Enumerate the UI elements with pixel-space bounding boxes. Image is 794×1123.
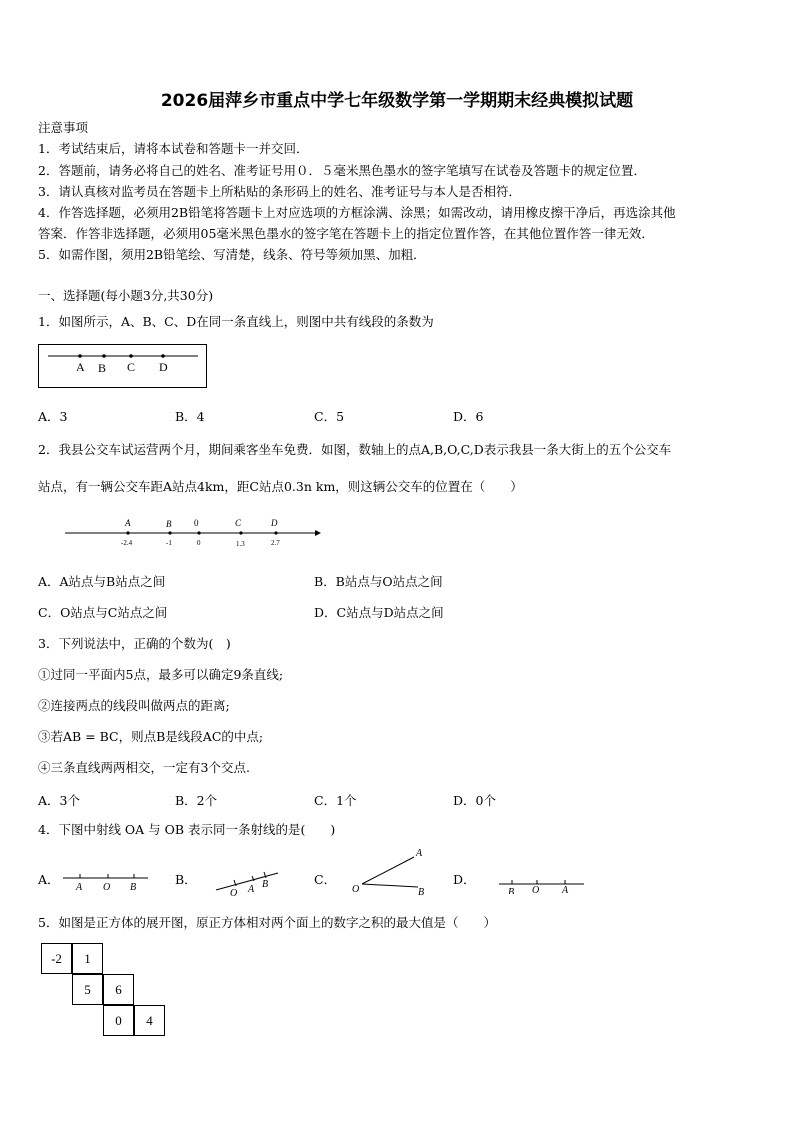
note-item: 2．答题前，请务必将自己的姓名、准考证号用０．５毫米黑色墨水的签字笔填写在试卷及答题卡的规定位置．: [38, 163, 646, 178]
svg-text:O: O: [230, 888, 238, 898]
q4-figure-b: [212, 860, 282, 898]
q3-statement: ③若AB = BC，则点B是线段AC的中点;: [38, 729, 264, 744]
q4-option-a: A．: [38, 872, 60, 887]
note-item: 4．作答选择题，必须用2B铅笔将答题卡上对应选项的方框涂满、涂黑；如需改动，请用橡皮擦干净后，再选涂其他: [38, 205, 676, 220]
q2-option-c: C．O站点与C站点之间: [38, 605, 168, 620]
note-item: 5．如需作图，须用2B铅笔绘、写清楚，线条、符号等须加黑、加粗．: [38, 247, 426, 262]
svg-text:O: O: [352, 884, 360, 895]
q1-option-b: B．4: [175, 409, 205, 424]
q2-option-b: B．B站点与O站点之间: [314, 574, 443, 589]
question-4-stem: 4．下图中射线 OA 与 OB 表示同一条射线的是( ): [38, 822, 336, 837]
q4-figure-c: [350, 845, 435, 897]
question-3-stem: 3．下列说法中，正确的个数为( ): [38, 636, 231, 651]
q1-label-c: C: [127, 360, 136, 374]
q1-option-a: A．3: [38, 409, 68, 424]
svg-text:B: B: [262, 879, 269, 890]
q2-value-b: -1: [166, 539, 172, 547]
notes-heading: 注意事项: [38, 120, 89, 135]
svg-text:A: A: [76, 882, 83, 893]
q2-point-b: B: [166, 519, 172, 529]
q2-point-o: 0: [194, 518, 199, 528]
svg-text:A: A: [248, 884, 255, 895]
svg-text:B: B: [130, 882, 137, 893]
svg-text:B: B: [508, 887, 515, 894]
q3-option-a: A．3个: [38, 793, 80, 808]
q2-value-o: 0: [197, 539, 201, 547]
section-heading: 一、选择题(每小题3分,共30分): [38, 288, 214, 303]
q4-option-b: B．: [175, 872, 197, 887]
q3-option-d: D．0个: [453, 793, 496, 808]
q4-option-d: D．: [453, 872, 476, 887]
cube-net-face: 4: [134, 1005, 165, 1036]
q3-statement: ②连接两点的线段叫做两点的距离;: [38, 698, 230, 713]
cube-net-face: 0: [103, 1005, 134, 1036]
note-item: 1．考试结束后，请将本试卷和答题卡一并交回．: [38, 141, 309, 156]
svg-text:O: O: [532, 885, 540, 894]
q1-option-d: D．6: [453, 409, 484, 424]
question-2-stem-line1: 2．我县公交车试运营两个月，期间乘客坐车免费．如图，数轴上的点A,B,O,C,D表示我县一条大街上的五个公交车: [38, 442, 672, 457]
q3-option-c: C．1个: [314, 793, 357, 808]
svg-text:A: A: [416, 848, 423, 859]
q1-figure: [38, 344, 208, 389]
svg-text:A: A: [562, 885, 569, 894]
q2-point-a: A: [125, 518, 131, 528]
q2-value-d: 2.7: [271, 539, 280, 547]
svg-text:O: O: [103, 882, 111, 893]
q1-option-c: C．5: [314, 409, 345, 424]
q3-statement: ①过同一平面内5点，最多可以确定9条直线;: [38, 667, 284, 682]
q1-label-b: B: [98, 361, 107, 375]
cube-net-face: 5: [72, 974, 103, 1005]
question-2-stem-line2: 站点，有一辆公交车距A站点4km，距C站点0.3n km，则这辆公交车的位置在（ ）: [38, 479, 523, 494]
q2-point-c: C: [235, 518, 242, 528]
q4-option-c: C．: [314, 872, 337, 887]
q2-option-a: A．A站点与B站点之间: [38, 574, 166, 589]
q2-option-d: D．C站点与D站点之间: [314, 605, 444, 620]
question-5-stem: 5．如图是正方体的展开图，原正方体相对两个面上的数字之积的最大值是（ ）: [38, 915, 496, 930]
q3-option-b: B．2个: [175, 793, 218, 808]
q2-value-a: -2.4: [121, 539, 133, 547]
svg-text:B: B: [418, 887, 425, 897]
q1-label-a: A: [76, 360, 85, 374]
q4-figure-a: [58, 866, 153, 894]
q2-number-line: [60, 515, 325, 551]
question-1-stem: 1．如图所示，A、B、C、D在同一条直线上，则图中共有线段的条数为: [38, 314, 434, 329]
q2-value-c: 1.3: [236, 540, 245, 548]
q3-statement: ④三条直线两两相交，一定有3个交点.: [38, 760, 250, 775]
note-item: 答案．作答非选择题，必须用05毫米黑色墨水的签字笔在答题卡上的指定位置作答，在其他位置作答一律无效．: [38, 226, 654, 241]
cube-net-face: -2: [41, 943, 72, 974]
cube-net-face: 6: [103, 974, 134, 1005]
note-item: 3．请认真核对监考员在答题卡上所粘贴的条形码上的姓名、准考证号与本人是否相符．: [38, 184, 521, 199]
q4-figure-d: [494, 866, 589, 894]
exam-title: 2026届萍乡市重点中学七年级数学第一学期期末经典模拟试题: [160, 91, 634, 111]
q2-point-d: D: [271, 518, 278, 528]
q1-label-d: D: [159, 360, 168, 374]
cube-net-face: 1: [72, 943, 103, 974]
